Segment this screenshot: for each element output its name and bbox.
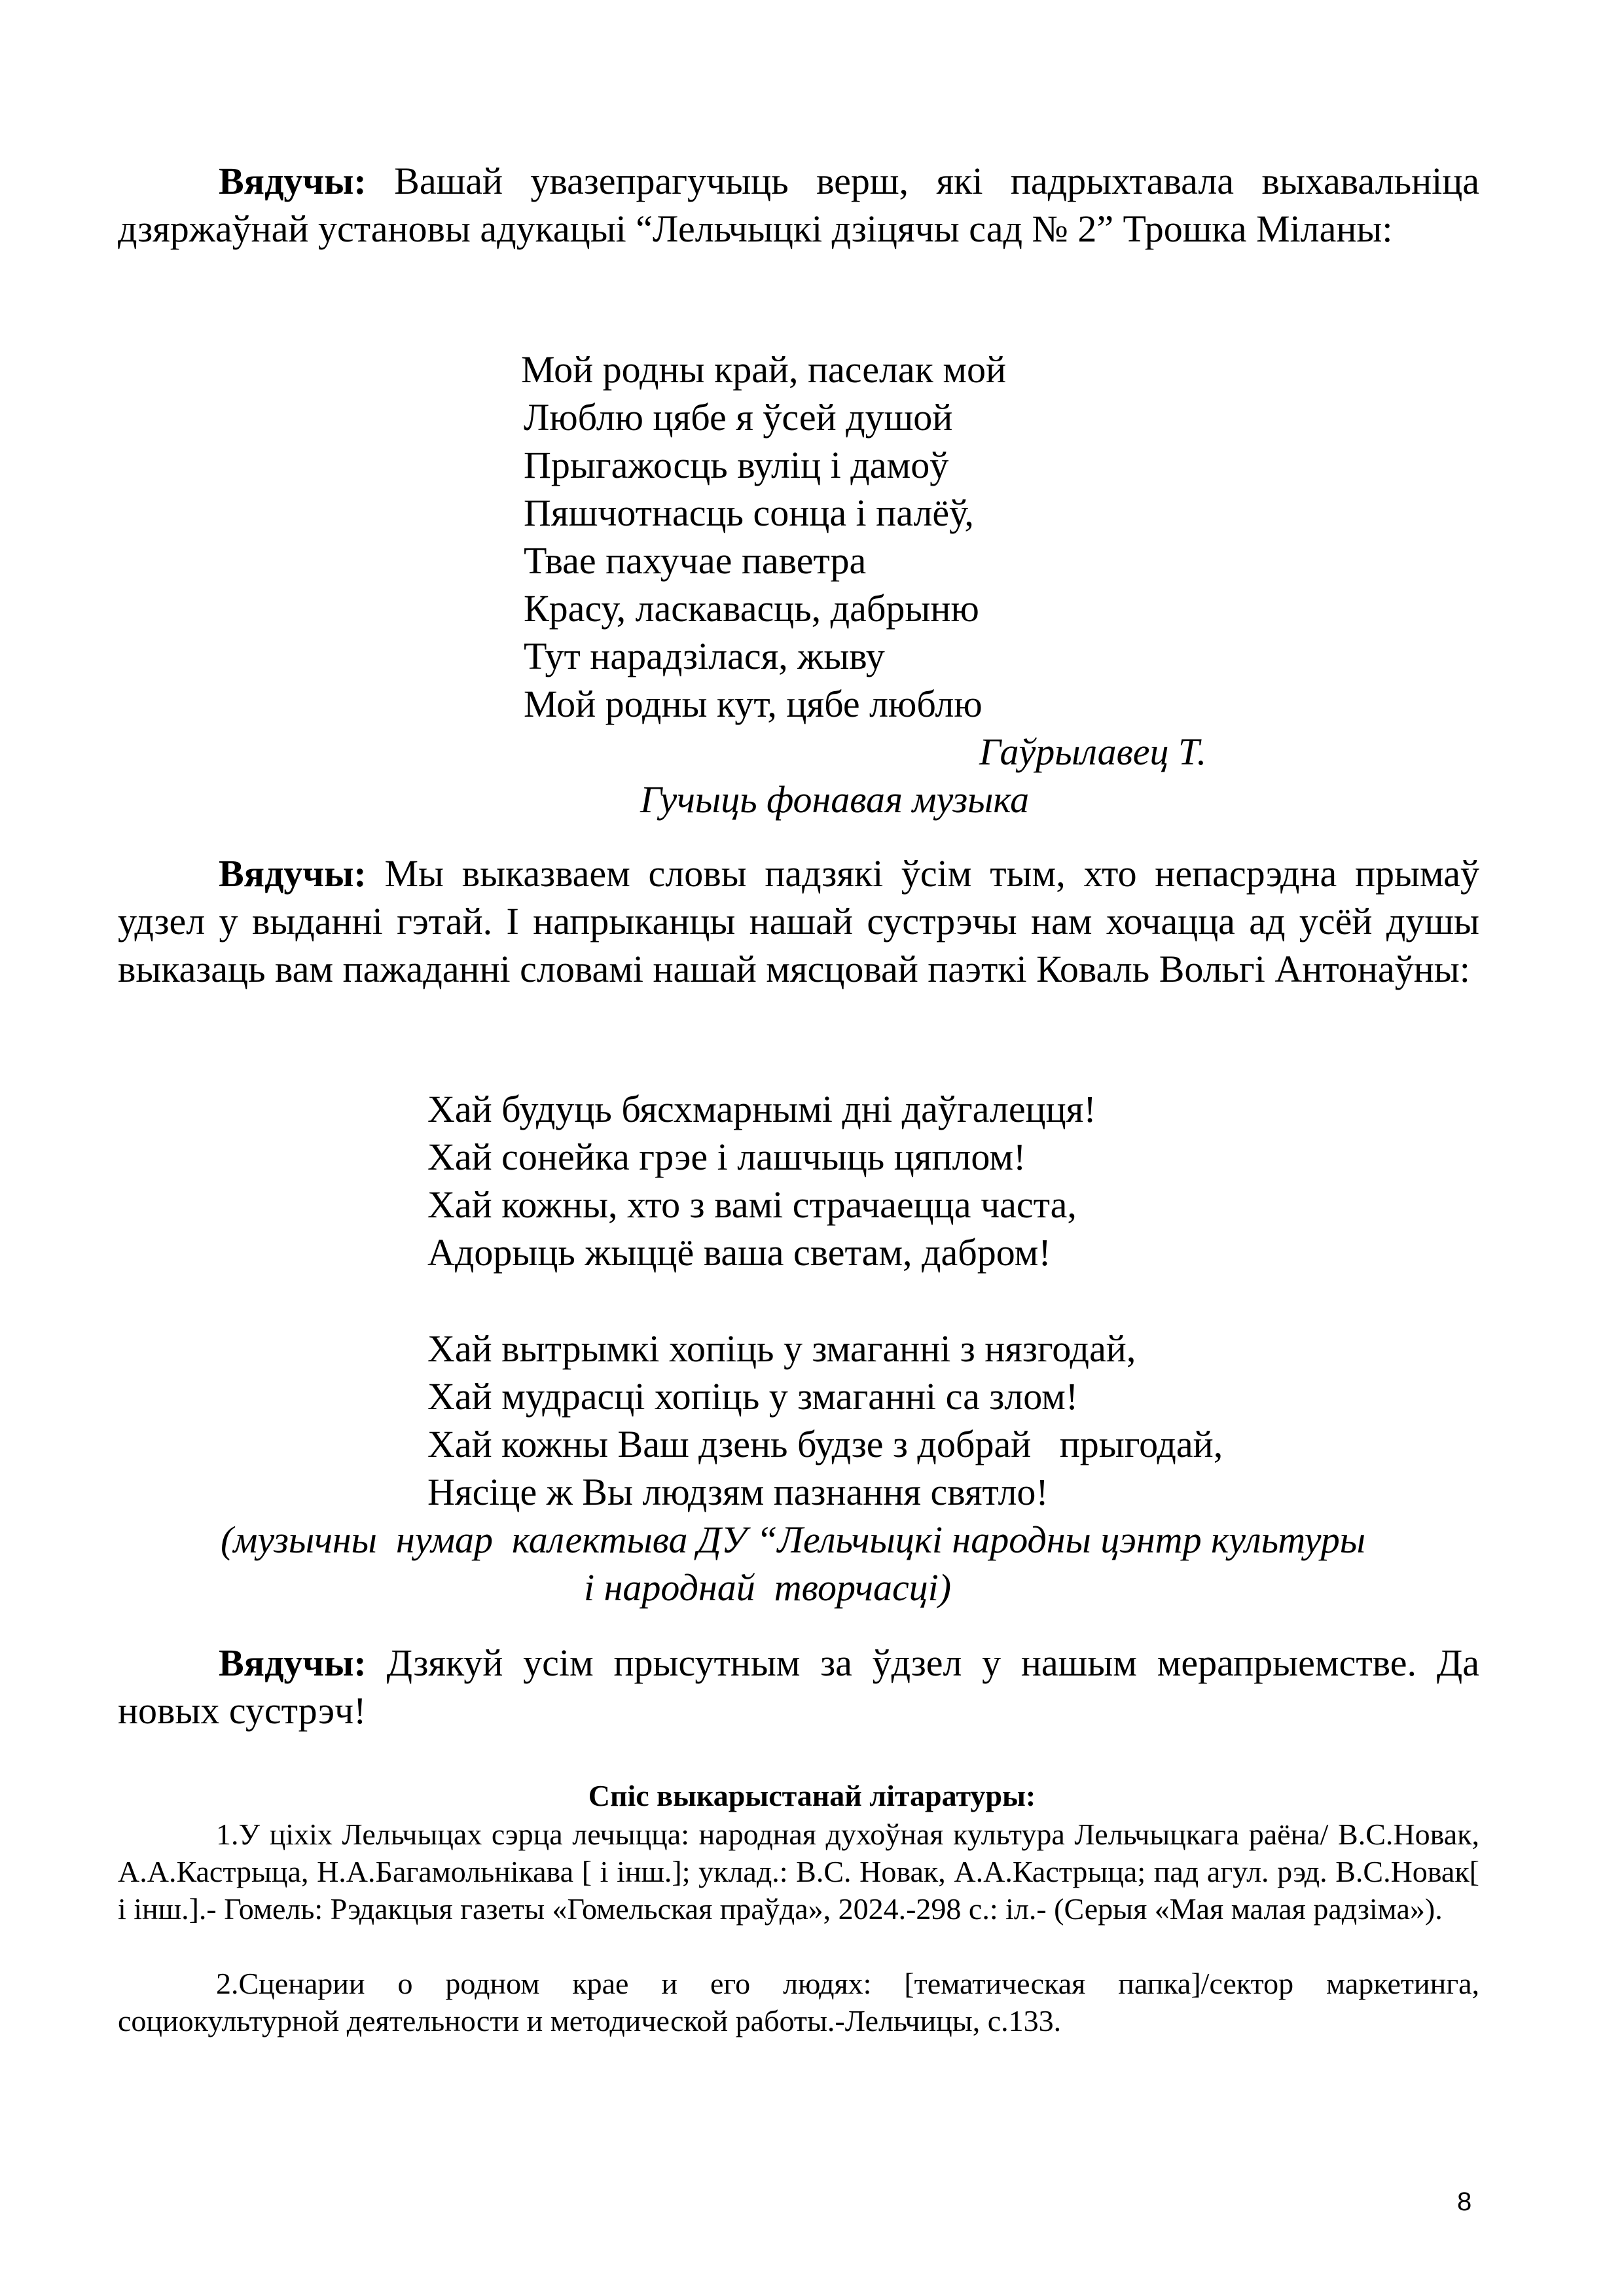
poem-line: Хай вытрымкі хопіць у змаганні з нязгодай, xyxy=(427,1327,1136,1370)
speaker-label: Вядучы: xyxy=(219,852,367,895)
poem-line: Адорыць жыццё ваша светам, дабром! xyxy=(427,1231,1051,1274)
poem-line: Мой родны край, паселак мой xyxy=(521,348,1007,391)
poem-line: Люблю цябе я ўсей душой xyxy=(524,396,953,439)
poem-2-stanza-2 xyxy=(427,1325,1223,1516)
poem-2-stanza-1 xyxy=(427,1085,1096,1276)
page-number: 8 xyxy=(1457,2187,1472,2216)
poem-1 xyxy=(521,346,1006,728)
poem-line: Хай кожны Ваш дзень будзе з добрай прыгодай, xyxy=(427,1423,1223,1465)
reference-item: 1.У ціхіх Лельчыцах сэрца лечыцца: народная духоўная культура Лельчыцкага раёна/ В.С.Новак, А.А.Кастрыца, Н.А.Багамольнікава [ і інш.]; уклад.: В.С. Новак, А.А.Кастрыца; пад агул. рэд. В.С.Новак[ і інш.].- Гомель: Рэдакцыя газеты «Гомельская праўда», 2024.-298 с.: іл.- (Серыя «Мая малая радзіма»). xyxy=(118,1818,1479,1926)
paragraph-text: Мы выказваем словы падзякі ўсім тым, хто непасрэдна прымаў удзел у выданні гэтай. І напрыканцы нашай сустрэчы нам хочацца ад усёй душы выказаць вам пажаданні словамі нашай мясцовай паэткі Коваль Вольгі Антонаўны: xyxy=(118,852,1480,990)
poem-line: Хай будуць бясхмарнымі дні даўгалецця! xyxy=(427,1088,1096,1130)
poem-line: Твае пахучае паветра xyxy=(524,539,867,582)
speaker-label: Вядучы: xyxy=(219,1641,367,1684)
poem-line: Красу, ласкавасць, дабрыню xyxy=(524,587,979,630)
poem-line: Тут нарадзілася, жыву xyxy=(524,635,885,677)
poem-line: Хай кожны, хто з вамі страчаецца часта, xyxy=(427,1183,1077,1226)
poem-line: Хай сонейка грэе і лашчыць цяплом! xyxy=(427,1136,1026,1178)
paragraph-text: Дзякуй усім прысутным за ўдзел у нашым мерапрыемстве. Да новых сустрэч! xyxy=(118,1641,1480,1732)
paragraph-intro xyxy=(118,157,1479,253)
speaker-label: Вядучы: xyxy=(219,160,367,202)
poem-line: Мой родны кут, цябе люблю xyxy=(524,683,983,725)
performance-note-line-2: і народнай творчасці) xyxy=(584,1566,952,1609)
poem-line: Пяшчотнасць сонца і палёў, xyxy=(524,492,974,534)
reference-item: 2.Сценарии о родном крае и его людях: [тематическая папка]/сектор маркетинга, социокультурной деятельности и методической работы.-Лельчицы, с.133. xyxy=(118,1967,1479,2037)
poem-line: Хай мудрасці хопіць у змаганні са злом! xyxy=(427,1375,1079,1418)
references-title: Спіс выкарыстанай літаратуры: xyxy=(588,1779,1036,1812)
paragraph-text: Вашай увазепрагучыць верш, які падрыхтавала выхавальніца дзяржаўнай установы адукацыі “Лельчыцкі дзіцячы сад № 2” Трошка Міланы: xyxy=(118,160,1480,250)
performance-note-line-1: (музычны нумар калектыва ДУ “Лельчыцкі народны цэнтр культуры xyxy=(221,1518,1366,1561)
poem-line: Нясіце ж Вы людзям пазнання святло! xyxy=(427,1471,1049,1513)
paragraph-thanks xyxy=(118,850,1479,993)
stage-note: Гучыць фонавая музыка xyxy=(640,778,1030,821)
poem-author: Гаўрылавец Т. xyxy=(979,730,1207,773)
poem-line: Прыгажосць вуліц і дамоў xyxy=(524,444,949,486)
paragraph-closing xyxy=(118,1639,1479,1734)
